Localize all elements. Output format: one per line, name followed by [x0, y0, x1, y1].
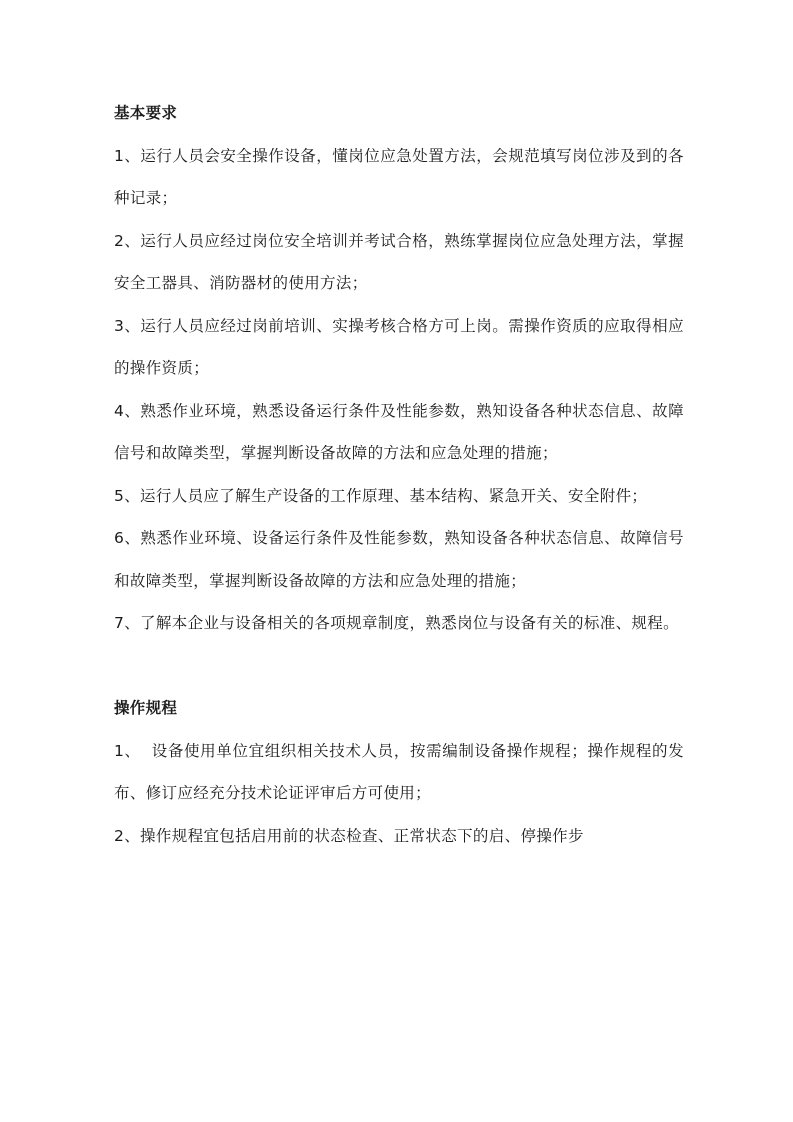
section-basic-requirements	[114, 92, 684, 645]
paragraph: 3、运行人员应经过岗前培训、实操考核合格方可上岗。需操作资质的应取得相应的操作资质；	[114, 316, 684, 377]
paragraph: 1、运行人员会安全操作设备，懂岗位应急处置方法，会规范填写岗位涉及到的各种记录；	[114, 146, 684, 207]
paragraph: 2、操作规程宜包括启用前的状态检查、正常状态下的启、停操作步	[114, 826, 584, 845]
paragraph: 1、 设备使用单位宜组织相关技术人员，按需编制设备操作规程；操作规程的发布、修订应经充分技术论证评审后方可使用；	[114, 741, 684, 802]
paragraph: 7、了解本企业与设备相关的各项规章制度，熟悉岗位与设备有关的标准、规程。	[114, 614, 679, 632]
section-heading: 操作规程	[114, 699, 178, 717]
paragraph: 4、熟悉作业环境，熟悉设备运行条件及性能参数，熟知设备各种状态信息、故障信号和故障类型，掌握判断设备故障的方法和应急处理的措施；	[114, 401, 684, 462]
paragraph: 5、运行人员应了解生产设备的工作原理、基本结构、紧急开关、安全附件；	[114, 486, 648, 505]
section-operating-procedures	[114, 687, 684, 857]
document-body	[114, 92, 684, 857]
paragraph: 2、运行人员应经过岗位安全培训并考试合格，熟练掌握岗位应急处理方法，掌握安全工器具、消防器材的使用方法；	[114, 231, 684, 292]
section-heading: 基本要求	[114, 104, 178, 122]
paragraph: 6、熟悉作业环境、设备运行条件及性能参数，熟知设备各种状态信息、故障信号和故障类型，掌握判断设备故障的方法和应急处理的措施；	[114, 529, 684, 590]
